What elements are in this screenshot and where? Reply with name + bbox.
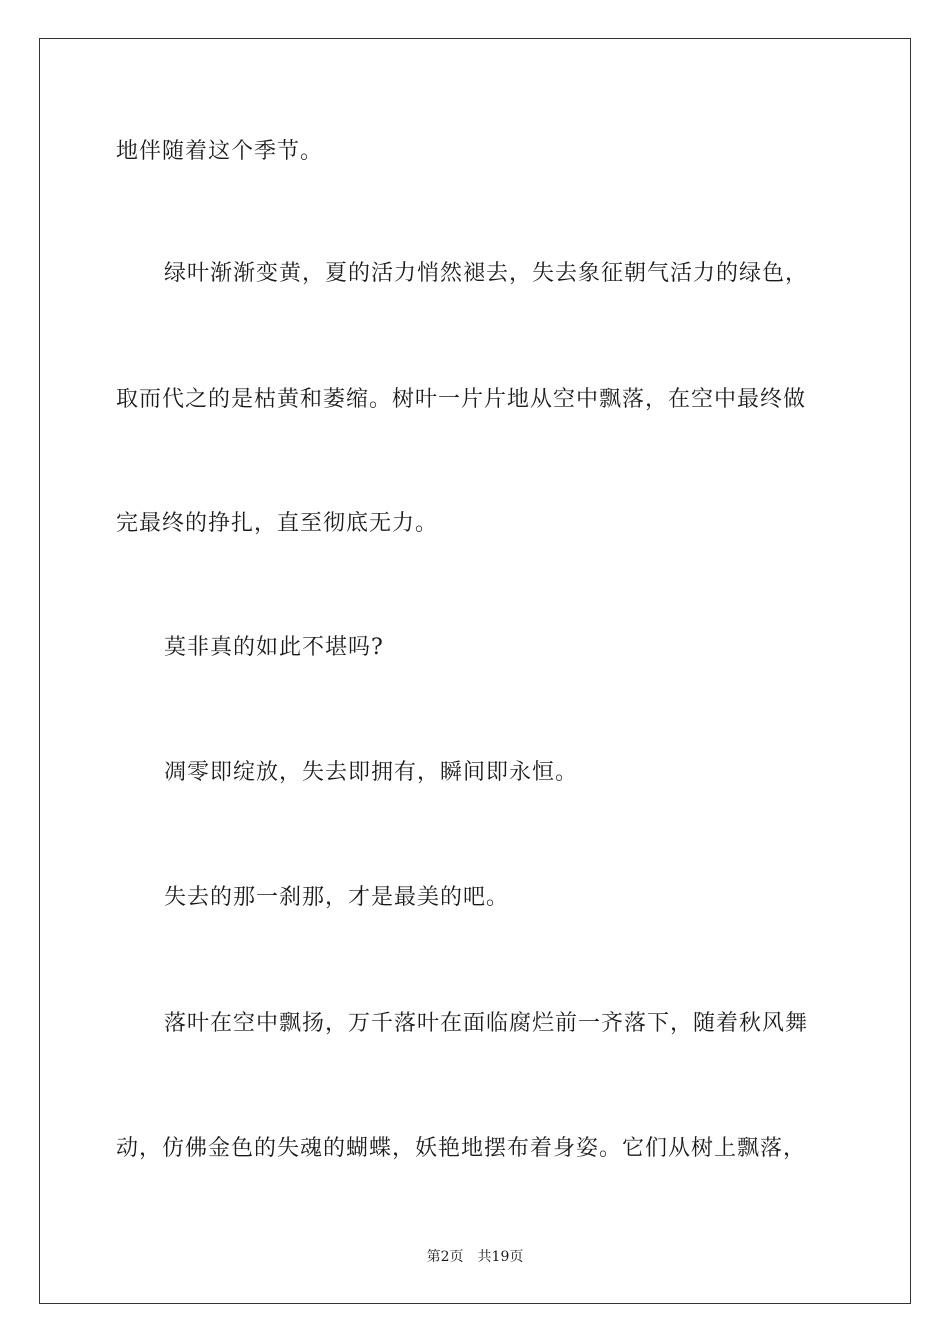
text-line-2: 绿叶渐渐变黄，夏的活力悄然褪去，失去象征朝气活力的绿色， [164, 261, 809, 286]
text-line-7: 失去的那一刹那，才是最美的吧。 [164, 885, 510, 910]
text-line-9: 动，仿佛金色的失魂的蝴蝶，妖艳地摆布着身姿。它们从树上飘落， [116, 1136, 807, 1161]
text-line-8: 落叶在空中飘扬，万千落叶在面临腐烂前一齐落下，随着秋风舞 [164, 1011, 809, 1036]
page-footer [0, 1248, 950, 1266]
page-total: 共19页 [477, 1249, 524, 1265]
text-line-1: 地伴随着这个季节。 [116, 139, 324, 164]
text-line-3: 取而代之的是枯黄和萎缩。树叶一片片地从空中飘落，在空中最终做 [116, 387, 807, 412]
page-number: 第2页 [426, 1249, 464, 1265]
text-line-5: 莫非真的如此不堪吗? [164, 635, 384, 660]
text-line-6: 凋零即绽放，失去即拥有，瞬间即永恒。 [164, 760, 579, 785]
text-line-4: 完最终的挣扎，直至彻底无力。 [116, 511, 439, 536]
page-border [39, 38, 911, 1304]
